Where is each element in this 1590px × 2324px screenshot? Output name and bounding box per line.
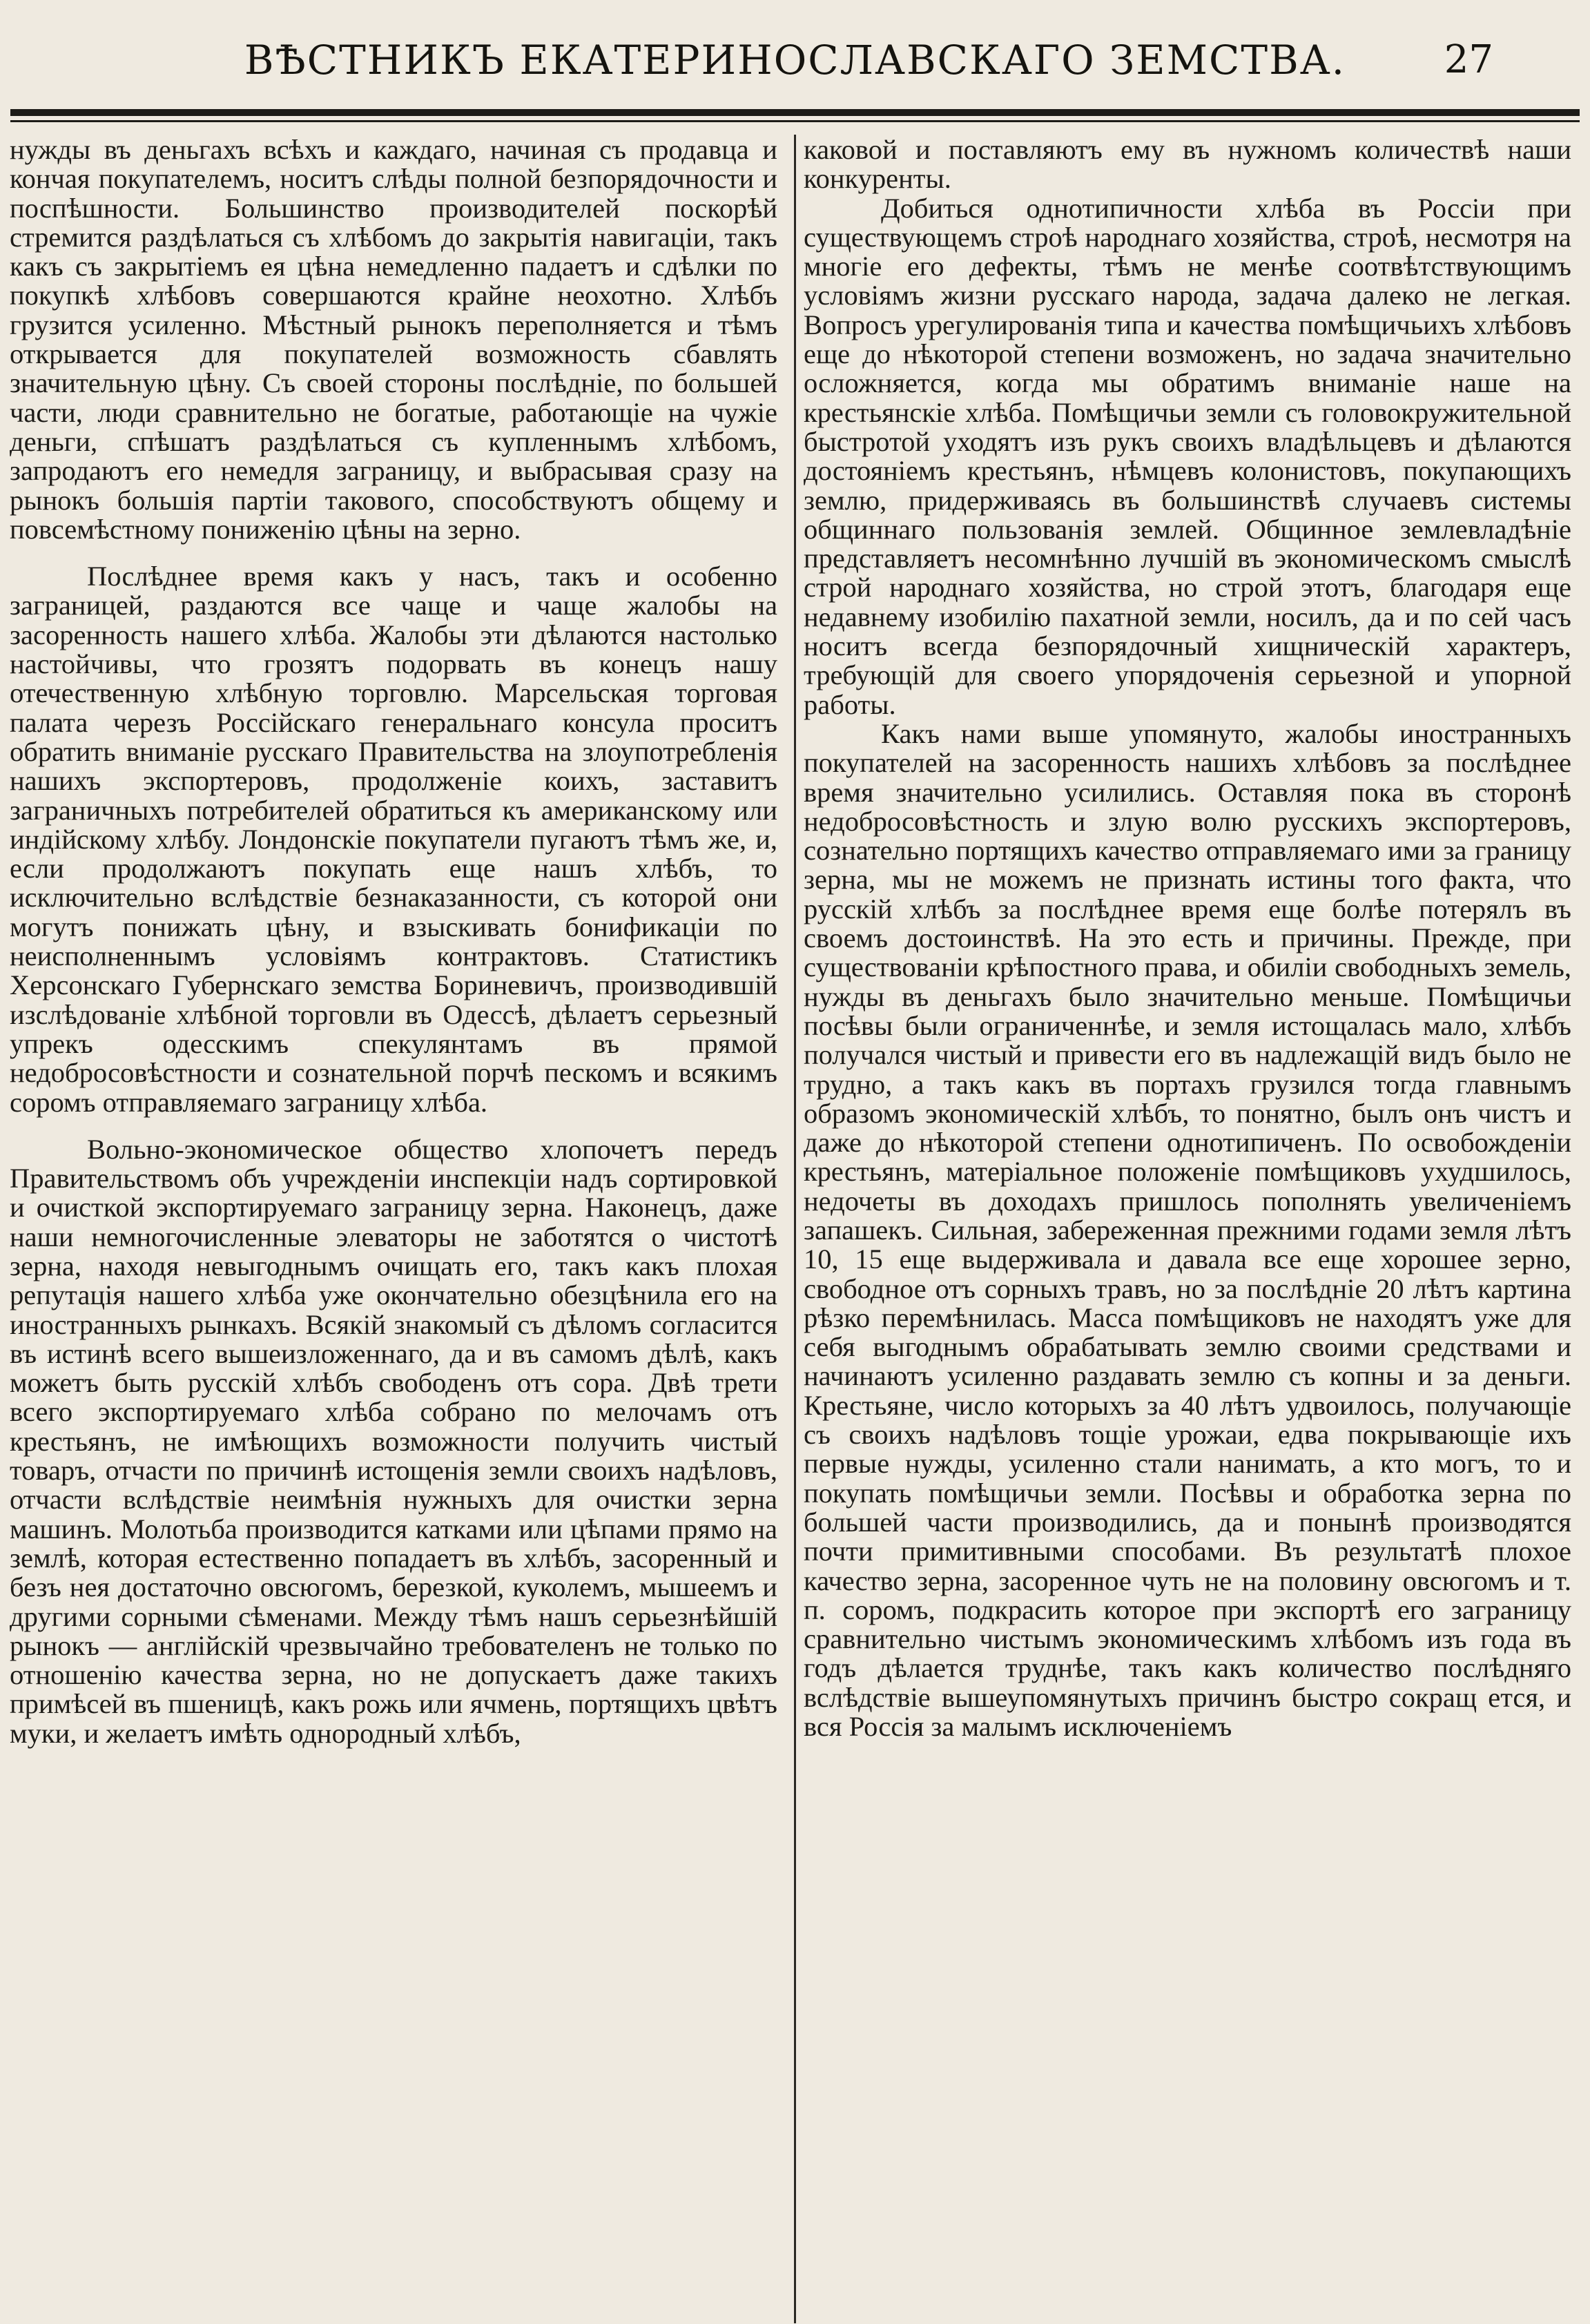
- right-paragraph-3: Какъ нами выше упомянуто, жалобы иностранныхъ покупателей на засоренность нашихъ хлѣбовъ за послѣднее время значительно усилились. Оставляя пока въ сторонѣ недобросовѣстность и злую волю русскихъ экспортеровъ, сознательно портящихъ качество отправляемаго ими за границу зерна, мы не можемъ не признать истины того факта, что русскій хлѣбъ за послѣднее время еще болѣе потерялъ въ своемъ достоинствѣ. На это есть и причины. Прежде, при существованіи крѣпостного права, и обиліи свободныхъ земель, нужды въ деньгахъ было значительно меньше. Помѣщичьи посѣвы были ограниченнѣе, и земля истощалась мало, хлѣбъ получался чистый и привести его въ надлежащій видъ было не трудно, а такъ какъ въ портахъ грузился тогда главнымъ образомъ экономическій хлѣбъ, то понятно, былъ онъ чистъ и даже до нѣкоторой степени однотипиченъ. По освобожденіи крестьянъ, матеріальное положеніе помѣщиковъ ухудшилось, недочеты въ доходахъ пришлось пополнять увеличеніемъ запашекъ. Сильная, забереженная прежними годами земля лѣтъ 10, 15 еще выдерживала и давала все еще хорошее зерно, свободное отъ сорныхъ травъ, но за послѣдніе 20 лѣтъ картина рѣзко перемѣнилась. Масса помѣщиковъ не находятъ уже для себя выгоднымъ обрабатывать землю своими средствами и начинаютъ усиленно раздавать землю съ копны и за деньги. Крестьяне, число которыхъ за 40 лѣтъ удвоилось, получающіе съ своихъ надѣловъ тощіе урожаи, едва покрывающіе ихъ первые нужды, усиленно стали нанимать, а кто могъ, то и покупать помѣщичьи земли. Посѣвы и обработка зерна по большей части производились, да и понынѣ производятся почти примитивными способами. Въ результатѣ плохое качество зерна, засоренное чуть не на половину овсюгомъ и т. п. соромъ, подкрасить которое при экспортѣ его заграницу сравнительно чистымъ экономическимъ хлѣбомъ изъ года въ годъ дѣлается труднѣе, такъ какъ количество послѣдняго вслѣдствіе вышеупомянутыхъ причинъ быстро сокращ ется, и вся Россія за малымъ исключеніемъ: [804, 717, 1571, 1743]
- journal-title: ВѢСТНИКЪ ЕКАТЕРИНОСЛАВСКАГО ЗЕМСТВА.: [244, 37, 1346, 84]
- right-paragraph-2: Добиться однотипичности хлѣба въ Россіи при существующемъ строѣ народнаго хозяйства, строѣ, несмотря на многіе его дефекты, тѣмъ не менѣе соотвѣтствующимъ условіямъ жизни русскаго народа, задача далеко не легкая. Вопросъ урегулированія типа и качества помѣщичьихъ хлѣбовъ еще до нѣкоторой степени возможенъ, но задача значительно осложняется, когда мы обратимъ вниманіе наше на крестьянскіе хлѣба. Помѣщичьи земли съ головокружительной быстротой уходятъ изъ рукъ своихъ владѣльцевъ и дѣлаются достояніемъ крестьянъ, нѣмцевъ колонистовъ, покупающихъ землю, придерживаясь въ большинствѣ случаевъ системы общиннаго пользованія землей. Общинное землевладѣніе представляетъ несомнѣнно лучшій въ экономическомъ смыслѣ строй народнаго хозяйства, но строй этотъ, благодаря еще недавнему изобилію пахатной земли, носилъ, да и по сей часъ носитъ всегда безпорядочный хищническій характеръ, требующій для своего упорядоченія серьезной и упорной работы.: [804, 192, 1571, 720]
- page-header: [14, 21, 1576, 90]
- left-column: [10, 135, 777, 2310]
- left-paragraph-3: Вольно-экономическое общество хлопочетъ передъ Правительствомъ объ учрежденіи инспекціи надъ сортировкой и очисткой экспортируемаго заграницу зерна. Наконецъ, даже наши немногочисленные элеваторы не заботятся о чистотѣ зерна, находя невыгоднымъ очищать его, такъ какъ плохая репутація нашего хлѣба уже окончательно обезцѣнила его на иностранныхъ рынкахъ. Всякій знакомый съ дѣломъ согласится въ истинѣ всего вышеизложеннаго, да и въ самомъ дѣлѣ, какъ можетъ быть русскій хлѣбъ свободенъ отъ сора. Двѣ трети всего экспортируемаго хлѣба собрано по мелочамъ отъ крестьянъ, не имѣющихъ возможности получить чистый товаръ, отчасти по причинѣ истощенія земли своихъ надѣловъ, отчасти вслѣдствіе неимѣнія нужныхъ для очистки зерна машинъ. Молотьба производится катками или цѣпами прямо на землѣ, которая естественно попадаетъ въ хлѣбъ, засоренный и безъ нея достаточно овсюгомъ, березкой, куколемъ, мышеемъ и другими сорными сѣменами. Между тѣмъ нашъ серьезнѣйшій рынокъ — англійскій чрезвычайно требователенъ не только по отношенію качества зерна, но не допускаетъ даже такихъ примѣсей въ пшеницѣ, какъ рожь или ячмень, портящихъ цвѣтъ муки, и желаетъ имѣть однородный хлѣбъ,: [10, 1133, 777, 1749]
- left-paragraph-1: нужды въ деньгахъ всѣхъ и каждаго, начиная съ продавца и кончая покупателемъ, носитъ слѣды полной безпорядочности и поспѣшности. Большинство производителей поскорѣй стремится раздѣлаться съ хлѣбомъ до закрытія навигаціи, такъ какъ съ закрытіемъ ея цѣна немедленно падаетъ и сдѣлки по покупкѣ хлѣбовъ совершаются крайне неохотно. Хлѣбъ грузится усиленно. Мѣстный рынокъ переполняется и тѣмъ открывается для покупателей возможность сбавлять значительную цѣну. Съ своей стороны послѣдніе, по большей части, люди сравнительно не богатые, работающіе на чужіе деньги, спѣшатъ раздѣлаться съ купленнымъ хлѣбомъ, запродаютъ его немедля заграницу, и выбрасывая сразу на рынокъ большія партіи такового, способствуютъ общему и повсемѣстному пониженію цѣны на зерно.: [10, 135, 777, 545]
- header-rule-thin: [10, 120, 1580, 122]
- left-paragraph-2: Послѣднее время какъ у насъ, такъ и особенно заграницей, раздаются все чаще и чаще жалобы на засоренность нашего хлѣба. Жалобы эти дѣлаются настолько настойчивы, что грозятъ подорвать въ конецъ нашу отечественную хлѣбную торговлю. Марсельская торговая палата черезъ Россійскаго генеральнаго консула проситъ обратить вниманіе русскаго Правительства на злоупотребленія нашихъ экспортеровъ, продолженіе коихъ, заставитъ заграничныхъ потребителей обратиться къ американскому или индійскому хлѣбу. Лондонскіе покупатели пугаютъ тѣмъ же, и, если продолжаютъ покупать еще нашъ хлѣбъ, то исключительно вслѣдствіе безнаказанности, съ которой они могутъ понижать цѣну, и взыскивать бонификаціи по неисполненнымъ условіямъ контрактовъ. Статистикъ Херсонскаго Губернскаго земства Бориневичъ, производившій изслѣдованіе хлѣбной торговли въ Одессѣ, дѣлаетъ серьезный упрекъ одесскимъ спекулянтамъ въ прямой недобросовѣстности и сознательной порчѣ пескомъ и всякимъ соромъ отправляемаго заграницу хлѣба.: [10, 561, 777, 1118]
- right-paragraph-1: каковой и поставляютъ ему въ нужномъ количествѣ наши конкуренты.: [804, 135, 1571, 195]
- right-column: [804, 135, 1571, 2310]
- column-divider: [794, 135, 796, 2323]
- page-number: 27: [1444, 37, 1493, 82]
- header-rule-thick: [10, 109, 1580, 116]
